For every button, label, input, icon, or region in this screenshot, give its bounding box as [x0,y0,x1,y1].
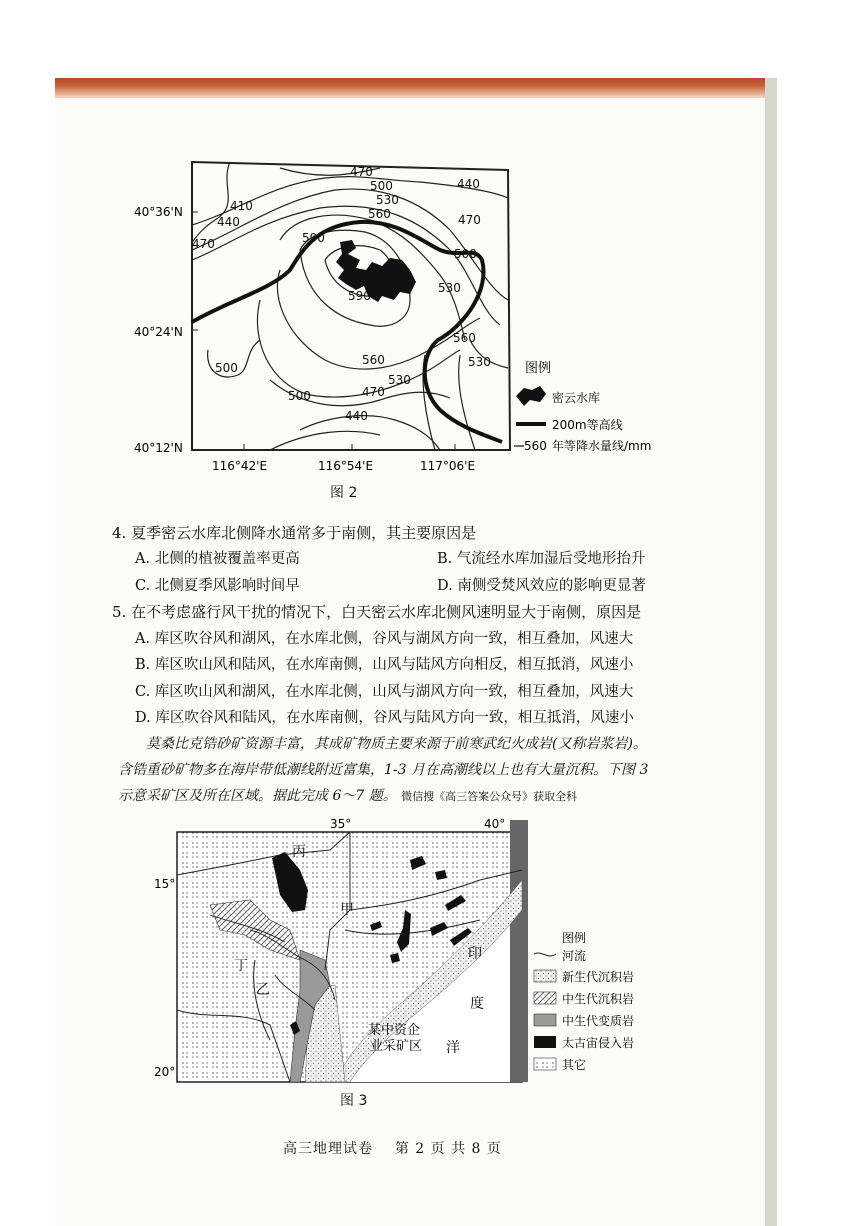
lat-label: 40°36'N [134,205,183,219]
question-4-stem: 4. 夏季密云水库北侧降水通常多于南侧，其主要原因是 [112,524,477,542]
question-5-stem: 5. 在不考虑盛行风干扰的情况下，白天密云水库北侧风速明显大于南侧，原因是 [112,603,642,621]
question-4-option-b: B. 气流经水库加湿后受地形抬升 [437,551,646,567]
svg-text:410: 410 [230,199,253,213]
passage-line-3-text: 示意采矿区及所在区域。据此完成 6～7 题。 [118,788,397,804]
question-5-option-a: A. 库区吹谷风和湖风，在水库北侧，谷风与湖风方向一致，相互叠加，风速大 [135,631,634,647]
legend-label: 密云水库 [552,391,601,405]
legend-mesozoic-sed-swatch [534,992,556,1004]
figure-3-map [150,810,670,1100]
mine-area-label: 业采矿区 [370,1039,423,1054]
ocean-label-char: 洋 [446,1040,460,1056]
question-4-option-a: A. 北侧的植被覆盖率更高 [135,551,300,567]
figure-2-map [120,150,680,480]
scan-edge-band [55,78,765,98]
place-label: 乙 [256,982,270,998]
lon-label: 116°42'E [212,459,268,473]
svg-text:500: 500 [215,361,238,375]
legend-label: 新生代沉积岩 [562,970,635,984]
place-label: 甲 [340,902,354,918]
svg-text:440: 440 [457,177,480,191]
page-footer [283,1138,502,1158]
legend-archean-swatch [534,1036,556,1048]
east-strip [510,820,528,1082]
question-4-option-c: C. 北侧夏季风影响时间早 [135,578,300,594]
legend-title: 图例 [562,931,587,945]
question-5-option-c: C. 库区吹山风和湖风，在水库北侧，山风与湖风方向一致，相互叠加，风速大 [135,684,634,700]
legend-river-swatch [534,953,556,956]
ocean-label-char: 印 [468,946,482,962]
svg-text:530: 530 [438,281,461,295]
svg-text:470: 470 [362,385,385,399]
lat-label: 15° [154,877,176,891]
legend-label: 200m等高线 [552,418,623,432]
svg-text:560: 560 [453,331,476,345]
legend-label: 太古宙侵入岩 [562,1036,635,1050]
svg-text:440: 440 [345,409,368,423]
ocean-label-char: 度 [470,996,484,1012]
svg-text:590: 590 [302,231,325,245]
svg-text:440: 440 [217,215,240,229]
legend-label: 中生代变质岩 [562,1014,635,1028]
legend-title: 图例 [525,361,552,376]
footer-page-number: 第 2 页 共 8 页 [394,1141,502,1157]
lat-label: 40°12'N [134,441,183,455]
svg-text:500: 500 [370,179,393,193]
question-5-option-d: D. 库区吹谷风和陆风，在水库南侧，谷风与陆风方向一致，相互抵消，风速小 [135,710,634,726]
svg-text:560: 560 [368,207,391,221]
legend-reservoir-swatch [516,386,546,406]
figure-2-caption: 图 2 [330,485,358,501]
svg-text:530: 530 [376,193,399,207]
passage-note: 微信搜《高三答案公众号》获取全科 [401,790,578,803]
legend-cenozoic-swatch [534,970,556,982]
legend-label: 中生代沉积岩 [562,992,635,1006]
passage-line-1: 莫桑比克锆砂矿资源丰富，其成矿物质主要来源于前寒武纪火成岩(又称岩浆岩)。 [146,736,647,752]
passage-line-3 [118,786,577,807]
legend-label: 河流 [562,949,587,963]
passage-line-2: 含锆重砂矿物多在海岸带低潮线附近富集，1-3 月在高潮线以上也有大量沉积。下图 3 [118,762,649,778]
svg-text:500: 500 [454,247,477,261]
svg-text:530: 530 [388,373,411,387]
svg-text:500: 500 [288,389,311,403]
scan-edge-shadow [765,78,777,1226]
svg-text:530: 530 [468,355,491,369]
question-5-option-b: B. 库区吹山风和陆风，在水库南侧，山风与陆风方向相反，相互抵消，风速小 [135,657,634,673]
legend-label: 其它 [562,1058,587,1072]
svg-text:590: 590 [348,289,371,303]
svg-text:470: 470 [192,237,215,251]
mine-area-label: 某中资企 [368,1023,421,1038]
lon-label: 35° [330,817,352,831]
place-label: 丁 [234,958,248,974]
lon-label: 116°54'E [318,459,374,473]
legend-label: 年等降水量线/mm [552,439,652,453]
svg-text:470: 470 [458,213,481,227]
question-4-option-d: D. 南侧受焚风效应的影响更显著 [437,578,646,594]
legend-mesozoic-meta-swatch [534,1014,556,1026]
lat-label: 20° [154,1065,176,1079]
figure-3-caption: 图 3 [340,1093,368,1109]
svg-text:560: 560 [362,353,385,367]
legend-line-value: 560 [524,439,547,453]
svg-text:470: 470 [350,165,373,179]
contour-labels [192,165,491,423]
footer-subject: 高三地理试卷 [283,1141,373,1157]
lat-label: 40°24'N [134,325,183,339]
lon-label: 117°06'E [420,459,476,473]
legend-other-swatch [534,1058,556,1070]
place-label: 丙 [292,844,306,860]
lon-label: 40° [484,817,506,831]
